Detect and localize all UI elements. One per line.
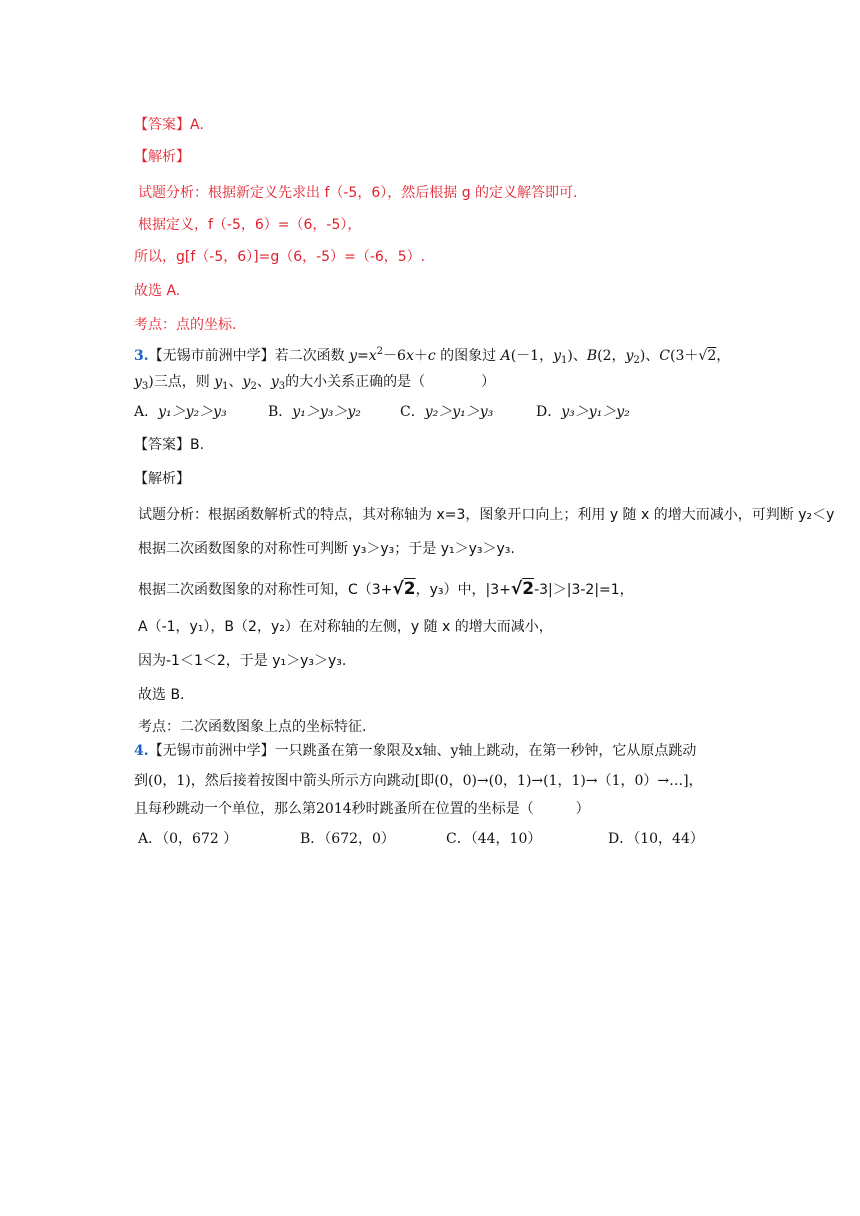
analysis-line-1: 试题分析：根据函数解析式的特点，其对称轴为 x=3，图象开口向上；利用 y 随 x 的增大而减小，可判断 y₂＜y xyxy=(138,507,835,523)
option-b[interactable]: B．y₁＞y₃＞y₂ xyxy=(268,404,361,420)
analysis-label: 【解析】 xyxy=(134,149,190,165)
option-b[interactable]: B．（672，0） xyxy=(300,831,395,847)
question-number: 3. xyxy=(134,348,149,364)
analysis-line-3: 根据二次函数图象的对称性可知，C（3+√2，y₃）中，|3+√2-3|＞|3-2|=1， xyxy=(138,579,634,599)
analysis-label: 【解析】 xyxy=(134,471,190,487)
option-d[interactable]: D．（10，44） xyxy=(608,831,704,847)
stem-text: 若二次函数 xyxy=(274,348,345,364)
analysis-line-3: 所以，g[f（-5，6）]=g（6，-5）=（-6，5）. xyxy=(134,249,426,265)
option-c[interactable]: C．y₂＞y₁＞y₃ xyxy=(400,404,494,420)
answer-label: 【答案】B. xyxy=(134,437,205,453)
source-tag: 【无锡市前洲中学】 xyxy=(148,348,275,364)
question-3-stem-cont: $y_3$)三点，则 $y_1$、$y_2$、$y_3$的大小关系正确的是（ ） xyxy=(134,374,496,392)
option-c[interactable]: C．（44，10） xyxy=(446,831,542,847)
answer-label: 【答案】A. xyxy=(134,117,204,133)
question-3-stem: 3.【无锡市前洲中学】若二次函数 $y=x^2-6x+c$ 的图象过 A(－1，$y_1$)、B(2，$y_2$)、C(3＋√2， xyxy=(134,346,731,366)
analysis-line-6: 故选 B. xyxy=(138,687,185,703)
analysis-line-7: 考点：二次函数图象上点的坐标特征. xyxy=(138,719,367,735)
stem-text: 三点，则 xyxy=(153,374,210,390)
question-4-stem-2: 到(0，1)，然后接着按图中箭头所示方向跳动[即(0，0)→(0，1)→(1，1)→（1，0）→…]， xyxy=(134,773,703,789)
source-tag: 【无锡市前洲中学】 xyxy=(148,743,275,759)
question-4-stem xyxy=(134,742,696,760)
option-a[interactable]: A．（0，672 ） xyxy=(138,831,238,847)
question-4-stem-3: 且每秒跳动一个单位，那么第2014秒时跳蚤所在位置的坐标是（ ） xyxy=(134,801,590,817)
stem-text: 的图象过 xyxy=(440,348,497,364)
option-a[interactable]: A．y₁＞y₂＞y₃ xyxy=(134,404,227,420)
option-d[interactable]: D．y₃＞y₁＞y₂ xyxy=(536,404,630,420)
stem-text: 一只跳蚤在第一象限及x轴、y轴上跳动，在第一秒钟，它从原点跳动 xyxy=(274,743,697,759)
stem-text: 的大小关系正确的是（ ） xyxy=(285,374,496,390)
analysis-line-5: 考点：点的坐标. xyxy=(134,317,237,333)
analysis-line-1: 试题分析：根据新定义先求出 f（-5，6），然后根据 g 的定义解答即可. xyxy=(138,185,578,201)
analysis-line-2: 根据定义，f（-5，6）=（6，-5）， xyxy=(138,217,362,233)
question-number: 4. xyxy=(134,743,149,759)
analysis-line-5: 因为-1＜1＜2，于是 y₁＞y₃＞y₃. xyxy=(138,653,347,669)
analysis-line-2: 根据二次函数图象的对称性可判断 y₃＞y₃；于是 y₁＞y₃＞y₃. xyxy=(138,541,515,557)
analysis-line-4: 故选 A. xyxy=(134,283,181,299)
analysis-line-4: A（-1，y₁），B（2，y₂）在对称轴的左侧，y 随 x 的增大而减小， xyxy=(138,619,553,635)
